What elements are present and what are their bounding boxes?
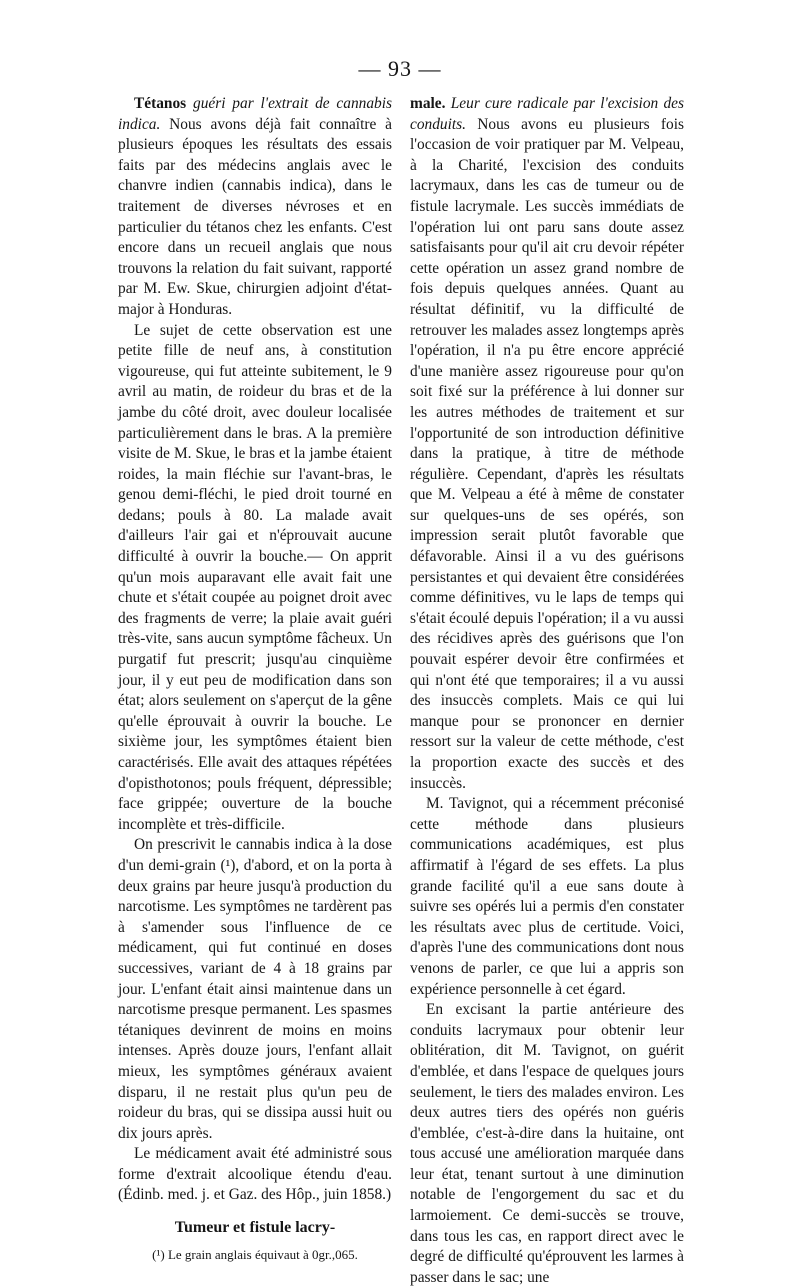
paragraph-administration: Le médicament avait été administré sous forme d'extrait alcoolique étendu d'eau. (Édinb. med. j. et Gaz. des Hôp., juin 1858.) (118, 1145, 392, 1204)
paragraph-observation: Le sujet de cette observation est une petite fille de neuf ans, à constitution vigoureuse, qui fut atteinte subitement, le 9 avril au matin, de roideur du bras et de la jambe du côté droit, avec douleur localisée particulièrement dans le bras. A la première visite de M. Skue, le bras et la jambe étaient roides, la main fléchie sur l'avant-bras, le genou demi-fléchi, le pied droit tourné en dedans; pouls à 80. La malade avait d'ailleurs l'air gai et n'éprouvait aucune difficulté à ouvrir la bouche.— On apprit qu'un mois auparavant elle avait fait une chute et s'était coupée au poignet droit avec des fragments de verre; la plaie avait guéri très-vite, sans aucun symptôme fâcheux. Un purgatif fut prescrit; jusqu'au cinquième jour, il y eut peu de modification dans son état; alors seulement on s'aperçut de la gêne qu'elle éprouvait à ouvrir la bouche. Le sixième jour, les symptômes étaient bien caractérisés. Elle avait des attaques répétées d'opisthotonos; pouls fréquent, dépressible; face grippée; ouverture de la bouche incomplète et très-difficile. (118, 321, 392, 833)
paragraph-treatment: On prescrivit le cannabis indica à la dose d'un demi-grain (¹), d'abord, et on la porta à deux grains par heure jusqu'à production du narcotisme. Les symptômes ne tardèrent pas à s'amender sous l'influence de ce médicament, qui fut continué en doses successives, variant de 4 à 18 grains par jour. L'enfant était ainsi maintenue dans un narcotisme presque permanent. Les spasmes tétaniques devinrent de moins en moins intenses. Après douze jours, l'enfant allait mieux, les symptômes généraux avaient disparu, il ne restait plus qu'un peu de roideur du bras, qui se dissipa aussi huit ou dix jours après. (118, 836, 392, 1142)
footnote: (¹) Le grain anglais équivaut à 0gr.,065. (152, 1247, 358, 1263)
right-column (410, 94, 684, 1288)
page-number: — 93 — (358, 56, 442, 81)
article-subtitle: Leur cure radicale par l'excision des conduits. (410, 95, 684, 133)
section-heading-tumeur: Tumeur et fistule lacry- (174, 1219, 336, 1237)
article-title: Tétanos (134, 95, 187, 112)
paragraph-text: Nous avons déjà fait connaître à plusieurs époques les résultats des essais faits par des médecins anglais avec le chanvre indien (cannabis indica), dans le traitement de diverses névroses et en particulier du tétanos chez les enfants. C'est encore dans un recueil anglais que nous trouvons la relation du fait suivant, rapporté par M. Ew. Skue, chirurgien adjoint d'état-major à Honduras. (118, 115, 392, 318)
paragraph-excision: En excisant la partie antérieure des conduits lacrymaux pour obtenir leur oblitération, dit M. Tavignot, on guérit d'emblée, et dans l'espace de quelques jours seulement, le tiers des malades environ. Les deux autres tiers des opérés non guéris d'emblée, c'est-à-dire dans la huitaine, ont tous accusé une amélioration marquée dans leur état, tenant surtout à une diminution notable de l'engorgement du sac et du larmoiement. Ce demi-succès se trouve, dans tous les cas, en rapport direct avec le degré de difficulté qu'éprouvent les larmes à passer dans le sac; une (410, 1001, 684, 1286)
left-column (118, 94, 392, 1264)
paragraph-tavignot: M. Tavignot, qui a récemment préconisé cette méthode dans plusieurs communications académiques, est plus affirmatif à l'égard de ses effets. La plus grande facilité qu'il a eue sans doute à suivre ses opérés lui a permis d'en constater les résultats avec plus de certitude. Voici, d'après l'une des communications dont nous venons de parler, ce que lui a appris son expérience personnelle à cet égard. (410, 795, 684, 998)
article-title-continued: male. (410, 95, 446, 112)
article-subtitle: guéri par l'extrait de cannabis indica. (118, 95, 392, 133)
article-tetanos-intro (118, 94, 392, 321)
paragraph-text: Nous avons eu plusieurs fois l'occasion de voir pratiquer par M. Velpeau, à la Charité, l'excision des conduits lacrymaux, dans les cas de tumeur ou de fistule lacrymale. Les succès immédiats de l'opération lui ont paru sans doute assez satisfaisants pour qu'il ait cru devoir répéter cette opération un assez grand nombre de fois depuis quelques années. Quant au résultat définitif, vu la difficulté de retrouver les malades assez longtemps après l'opération, il n'a pu être encore apprécié d'une manière assez rigoureuse pour qu'on soit fixé sur la préférence à lui donner sur les autres méthodes de traitement et sur l'opportunité de son introduction définitive dans la pratique, à titre de méthode régulière. Cependant, d'après les résultats que M. Velpeau a été à même de constater sur quelques-uns de ses opérés, son impression serait plutôt favorable que défavorable. Ainsi il a vu des guérisons persistantes et qui devaient être considérées comme définitives, vu le laps de temps qui s'était écoulé depuis l'opération; il a vu aussi des récidives après des guérisons que l'on pouvait espérer devoir être confirmées et qui n'ont été que temporaires; il a vu aussi des insuccès complets. Mais ce qui lui manque pour se prononcer en dernier ressort sur la valeur de cette méthode, c'est la proportion exacte des succès et des insuccès. (410, 115, 684, 792)
article-tumeur-intro (410, 94, 684, 794)
